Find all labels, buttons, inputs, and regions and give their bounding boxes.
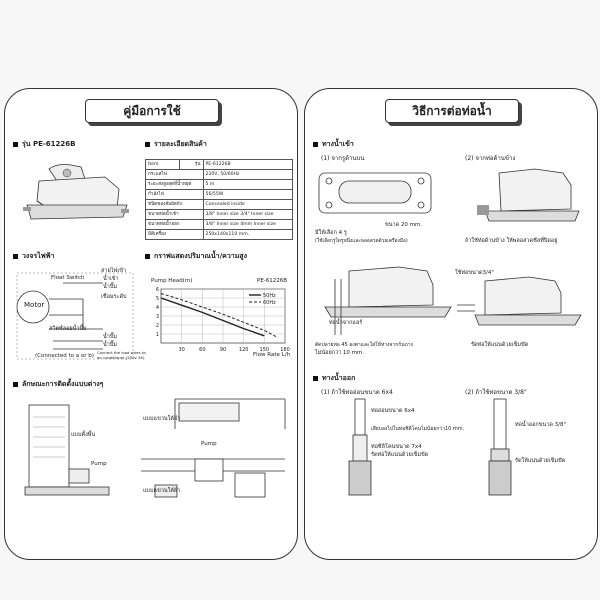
floor-install-label: แบบตั้งพื้น [71, 432, 96, 438]
x-tick-label: 120 [238, 347, 249, 353]
motor-label: Motor [24, 301, 45, 309]
x-tick-label: 30 [178, 347, 185, 353]
pipe-connection-panel [304, 88, 598, 560]
inlet-option-2: (2) จากท่อด้านข้าง [465, 155, 516, 162]
y-tick-label: 4 [155, 305, 159, 311]
outlet-1-a: ท่ออ่อนขนาด 6x4 [371, 408, 415, 414]
model-heading: รุ่น PE-61226B [13, 139, 76, 150]
side-inlet-drawing [475, 165, 585, 235]
chart-title: PE-61226B [257, 278, 288, 284]
spec-table: Item รุ่น PE-61226B กระแสไฟ 220V, 50/60Hz ระยะส่งสูงสุดที่น้ำหยุด 5 m กำลังไฟ 56/55W ชนิดของสัมผัสถัง Concealed inside ขนาดท่อน้ำเข้า 3/8" Inner size 3/4" Inner size ขนาดท่อน้ำออก 3/8" Inner size 4mm Inner size มิติเครื่อง 250x140x110 mm. [145, 159, 293, 240]
wire-label-2: น้ำเข้า [103, 276, 119, 282]
float-switch-label: Float Switch [51, 275, 85, 281]
y-tick-label: 2 [155, 323, 159, 329]
pipe-title: วิธีการต่อท่อน้ำ [385, 99, 519, 123]
outlet-1-d: รัดท่อให้แน่นด้วยเข็มขัด [371, 452, 429, 458]
spec-heading: รายละเอียดสินค้า [145, 139, 207, 150]
pipe-inlet-drawing-1 [315, 261, 455, 341]
outlet-1-b: เสียบลงไปในท่อซิลิโคนไม่น้อยกว่า10 mm. [371, 426, 465, 432]
x-tick-label: 180 [280, 347, 290, 353]
floor-install-drawing [19, 397, 119, 547]
wire-label-6: น้ำปั๊ม [103, 334, 117, 340]
install-heading: ลักษณะการติดตั้งแบบต่างๆ [13, 379, 103, 390]
wiring-heading: วงจรไฟฟ้า [13, 251, 55, 262]
outlet-option-2: (2) ถ้าใช้ท่อขนาด 3/8" [465, 389, 527, 396]
outlet-1-c: ท่อซิลิโคนขนาด 7x4 [371, 444, 422, 450]
legend-label: 60Hz [263, 300, 276, 306]
inlet-note-2: ถ้าใช้ท่อด้านข้าง ให้พลอสวดซีลที่ปิดอยู่ [465, 238, 558, 244]
ceiling-install-label: แบบแขวนใต้ฝ้า [143, 416, 181, 422]
flow-chart [151, 285, 291, 355]
chart-ylabel: Pump Head(m) [151, 278, 193, 284]
ceiling-install-drawing [135, 389, 295, 539]
under-ceiling-label: แบบแขวนใต้ฝ้า [143, 488, 181, 494]
y-tick-label: 3 [155, 314, 159, 320]
pipe-inlet-drawing-2 [455, 275, 589, 335]
inlet-note-4: รัดท่อให้แน่นด้วยเข็มขัด [471, 342, 529, 348]
legend-label: 50Hz [263, 293, 276, 299]
pipe-34-label: ใช้ท่อขนาด3/4" [455, 270, 494, 276]
wire-label-5: สวิตซ์ลอยน้ำปั๊ม [49, 326, 87, 332]
x-tick-label: 150 [259, 347, 270, 353]
wire-label-4: เชื่อมระดับ [101, 294, 127, 300]
manual-title: คู่มือการใช้ [85, 99, 219, 123]
user-manual-panel [4, 88, 298, 560]
top-inlet-drawing [315, 165, 445, 225]
wire-label-7: น้ำปั๊ม [103, 342, 117, 348]
wire-label-3: น้ำปั๊ม [103, 284, 117, 290]
inlet-pipe-label: ท่อน้ำจากแอร์ [329, 320, 363, 326]
inlet-note-3: ตัดปลายท่อ 45 องศาและใส่ให้ห่างจากก้นถาง [315, 342, 413, 348]
chart-xlabel: Flow Rate L/h [253, 352, 291, 358]
wire-label-1: สายไฟเข้า [101, 268, 127, 274]
pump-label-2: Pump [201, 441, 217, 447]
outlet-2-a: ท่อน้ำออกขนาด 3/8" [515, 422, 567, 428]
size-20-label: ขนาด 20 mm. [385, 222, 423, 228]
pump-product-image [19, 161, 131, 231]
inlet-note-3b: ไม่น้อยกว่า 10 mm. [315, 350, 365, 356]
inlet-note-1b: (ใช้เลือกรูใดรูหนึ่งและพลอสวดด้วยเครื่องมือ) [315, 239, 408, 244]
inlet-heading: ทางน้ำเข้า [313, 139, 354, 150]
outlet-2-b: รัดให้แน่นด้วยเข็มขัด [515, 458, 566, 464]
connected-note: (Connected to a or b) [35, 353, 94, 359]
y-tick-label: 1 [155, 332, 159, 338]
y-tick-label: 5 [155, 296, 159, 302]
inlet-note-1: มีให้เลือก 4 รู [315, 230, 347, 236]
outlet-heading: ทางน้ำออก [313, 373, 355, 384]
load-wire-note: Connect the load wires to air conditioner (250v 3A) [97, 350, 146, 360]
x-tick-label: 90 [219, 347, 227, 353]
chart-heading: กราฟแสดงปริมาณน้ำ/ความสูง [145, 251, 247, 262]
x-tick-label: 60 [199, 347, 206, 353]
outlet-drawing-2 [485, 399, 515, 499]
outlet-option-1: (1) ถ้าใช้ท่ออ่อนขนาด 6x4 [321, 389, 393, 396]
pump-label-1: Pump [91, 461, 107, 467]
y-tick-label: 6 [155, 287, 159, 293]
inlet-option-1: (1) จากรูด้านบน [321, 155, 365, 162]
